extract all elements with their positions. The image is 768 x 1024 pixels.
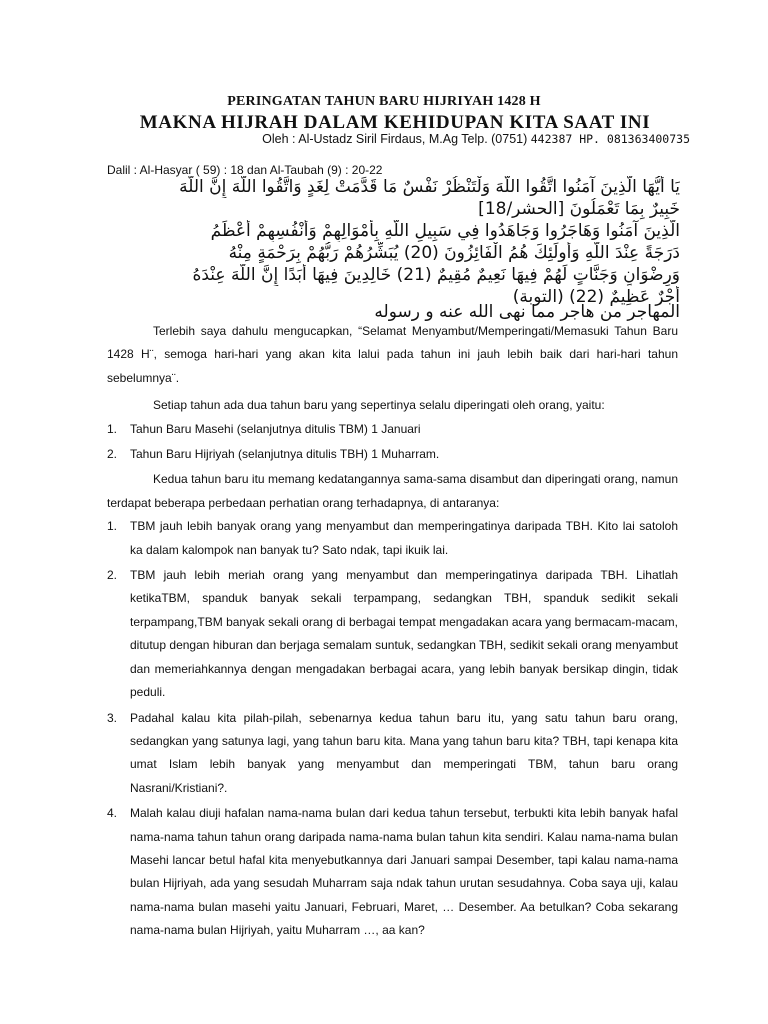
arabic-verse-line: الَّذِينَ آمَنُوا وَهَاجَرُوا وَجَاهَدُوا فِي سَبِيلِ اللَّهِ بِأَمْوَالِهِمْ وَأَنْفُسِهِمْ أَعْظَمُ <box>210 221 680 241</box>
author-phone: 442387 HP. 081363400735 <box>530 132 690 146</box>
intro-paragraph: Terlebih saya dahulu mengucapkan, “Selamat Menyambut/Memperingati/Memasuki Tahun Baru 1428 H¨, semoga hari-hari yang akan kita lalui pada tahun ini jauh lebih baik dari hari-hari tahun sebelumnya¨. <box>107 324 678 385</box>
list-number: 2. <box>107 447 118 462</box>
dalil-reference: Dalil : Al-Hasyar ( 59) : 18 dan Al-Taubah (9) : 20-22 <box>107 163 383 177</box>
list-number: 4. <box>107 806 118 821</box>
list-text: TBM jauh lebih meriah orang yang menyambut dan memperingatinya daripada TBH. Lihatlah ketikaTBM, spanduk banyak sekali terpampang, sedangkan TBH, spanduk sedikit sekali terpampang,TBM banyak sekali orang di berbagai tempat mengadakan acara yang bermacam-macam, ditutup dengan hiburan dan berjaga semalam suntuk, sedangkan TBH, sedikit sekali orang menyambut dan memeriahkannya dengan mengadakan berbagai acara, yang lebih banyak bersikap dingin, tidak peduli. <box>130 568 678 700</box>
arabic-verse-line: أَجْرٌ عَظِيمٌ (22) (التوبة) <box>512 287 680 307</box>
differences-list <box>107 515 678 942</box>
list-number: 3. <box>107 710 118 725</box>
list-text: TBM jauh lebih banyak orang yang menyambut dan memperingatinya daripada TBH. Kito lai satoloh ka dalam kalompok nan banyak tu? Sato ndak, tapi ikuik lai. <box>130 519 678 557</box>
list-text: Malah kalau diuji hafalan nama-nama bulan dari kedua tahun tersebut, terbukti kita lebih banyak hafal nama-nama tahun tahun orang daripada nama-nama bulan tahun kita sendiri. Kalau nama-nama bulan Masehi lancar betul hafal kita menyebutkannya dari Januari sampai Desember, tapi kalau nama-nama bulan Hijriyah, ada yang sesudah Muharram saja ndak tahun urutan sesudahnya. Coba saya uji, kalau nama-nama bulan masehi yaitu Januari, Februari, Maret, … Desember. Aa betulkan? Coba sekarang nama-nama bulan Hijriyah, yaitu Muharram …, aa kan? <box>130 806 678 938</box>
arabic-verse-line: خَبِيرٌ بِمَا تَعْمَلُونَ [الحشر/18] <box>478 199 680 219</box>
list-item <box>107 802 678 942</box>
author-line <box>190 132 690 146</box>
document-title-line-1: PERINGATAN TAHUN BARU HIJRIYAH 1428 H <box>227 94 541 109</box>
list-number: 1. <box>107 519 118 534</box>
list-item <box>107 418 678 441</box>
arabic-verse-line: دَرَجَةً عِنْدَ اللَّهِ وَأُولَئِكَ هُمُ الْفَائِزُونَ (20) يُبَشِّرُهُمْ رَبُّهُمْ بِرَحْمَةٍ مِنْهُ <box>228 243 680 263</box>
body-text <box>107 320 678 945</box>
list-item <box>107 564 678 704</box>
two-years-list <box>107 418 678 467</box>
author-name: Oleh : Al-Ustadz Siril Firdaus, M.Ag Telp. (0751) <box>262 132 531 146</box>
list-item <box>107 443 678 466</box>
list-text: Padahal kalau kita pilah-pilah, sebenarnya kedua tahun baru itu, yang satu tahun baru orang, sedangkan yang satunya lagi, yang tahun baru kita. Mana yang tahun baru kita? TBH, tapi kenapa kita umat Islam lebih banyak yang menyambut dan memperingati TBM, tahun baru orang Nasrani/Kristiani?. <box>130 710 678 795</box>
list-number: 1. <box>107 421 118 436</box>
document-title-line-2: MAKNA HIJRAH DALAM KEHIDUPAN KITA SAAT INI <box>139 112 651 133</box>
list-item <box>107 515 678 562</box>
differences-intro: Kedua tahun baru itu memang kedatangannya sama-sama disambut dan diperingati orang, namun terdapat beberapa perbedaan perhatian orang terhadapnya, di antaranya: <box>107 472 678 510</box>
list-text: Tahun Baru Masehi (selanjutnya ditulis TBM) 1 Januari <box>130 421 421 436</box>
list-text: Tahun Baru Hijriyah (selanjutnya ditulis TBH) 1 Muharram. <box>130 447 440 462</box>
arabic-verse-line: يَا أَيُّهَا الَّذِينَ آمَنُوا اتَّقُوا اللَّهَ وَلْتَنْظُرْ نَفْسٌ مَا قَدَّمَتْ لِغَدٍ وَاتَّقُوا اللَّهَ إِنَّ اللَّهَ <box>179 177 680 197</box>
two-years-intro: Setiap tahun ada dua tahun baru yang sepertinya selalu diperingati oleh orang, yaitu: <box>153 398 605 413</box>
list-number: 2. <box>107 568 118 583</box>
arabic-verse-line: وَرِضْوَانٍ وَجَنَّاتٍ لَهُمْ فِيهَا نَعِيمٌ مُقِيمٌ (21) خَالِدِينَ فِيهَا أَبَدًا إِنَّ اللَّهَ عِنْدَهُ <box>192 265 680 285</box>
arabic-verses <box>100 176 680 308</box>
arabic-hadith: المهاجر من هاجر مما نهى الله عنه و رسوله <box>374 302 680 322</box>
list-item <box>107 707 678 801</box>
